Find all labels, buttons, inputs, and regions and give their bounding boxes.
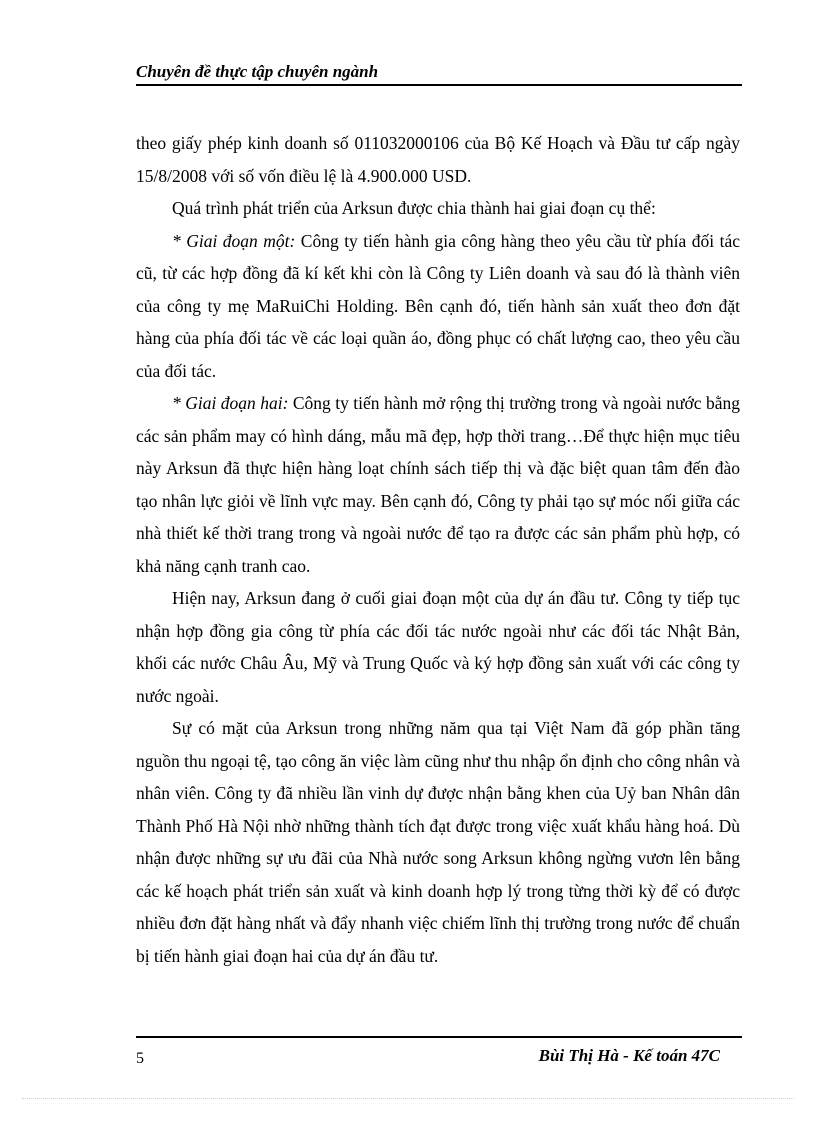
page-header [136,60,742,86]
stage-two-text: Công ty tiến hành mở rộng thị trường trong và ngoài nước bằng các sản phẩm may có hình dáng, mẫu mã đẹp, hợp thời trang…Để thực hiện mục tiêu này Arksun đã thực hiện hàng loạt chính sách tiếp thị và đặc biệt quan tâm đến đào tạo nhân lực giỏi về lĩnh vực may. Bên cạnh đó, Công ty phải tạo sự móc nối giữa các nhà thiết kế thời trang trong và ngoài nước để tạo ra được các sản phẩm phù hợp, có khả năng cạnh tranh cao. [136,393,740,576]
document-body [136,127,740,972]
paragraph-achievements: Sự có mặt của Arksun trong những năm qua tại Việt Nam đã góp phần tăng nguồn thu ngoại tệ, tạo công ăn việc làm cũng như thu nhập ổn định cho công nhân và nhân viên. Công ty đã nhiều lần vinh dự được nhận bằng khen của Uỷ ban Nhân dân Thành Phố Hà Nội nhờ những thành tích đạt được trong việc xuất khẩu hàng hoá. Dù nhận được những sự ưu đãi của Nhà nước song Arksun không ngừng vươn lên bằng các kế hoạch phát triển sản xuất và kinh doanh hợp lý trong từng thời kỳ để có được nhiều đơn đặt hàng nhất và đẩy nhanh việc chiếm lĩnh thị trường trong nước để chuẩn bị tiến hành giai đoạn hai của dự án đầu tư. [136,718,740,966]
paragraph-stage-one [136,225,740,388]
header-divider [136,84,742,86]
paragraph-stage-two [136,387,740,582]
paragraph-current-status: Hiện nay, Arksun đang ở cuối giai đoạn một của dự án đầu tư. Công ty tiếp tục nhận hợp đồng gia công từ phía các đối tác nước ngoài như các đối tác Nhật Bản, khối các nước Châu Âu, Mỹ và Trung Quốc và ký hợp đồng sản xuất với các công ty nước ngoài. [136,588,740,706]
footer-divider [136,1036,742,1038]
page-number: 5 [136,1050,144,1067]
paragraph-license: theo giấy phép kinh doanh số 011032000106 của Bộ Kế Hoạch và Đầu tư cấp ngày 15/8/2008 với số vốn điều lệ là 4.900.000 USD. [136,133,740,186]
paragraph-development-stages: Quá trình phát triển của Arksun được chia thành hai giai đoạn cụ thể: [172,198,656,218]
stage-two-label: * Giai đoạn hai: [172,393,289,413]
header-title: Chuyên đề thực tập chuyên ngành [136,62,379,81]
footer-author: Bùi Thị Hà - Kế toán 47C [538,1046,720,1065]
page-footer [136,1036,742,1076]
stage-one-text: Công ty tiến hành gia công hàng theo yêu cầu từ phía đối tác cũ, từ các hợp đồng đã kí kết khi còn là Công ty Liên doanh và sau đó là thành viên của công ty mẹ MaRuiChi Holding. Bên cạnh đó, tiến hành sản xuất theo đơn đặt hàng của phía đối tác về các loại quần áo, đồng phục có chất lượng cao, theo yêu cầu của đối tác. [136,230,740,381]
stage-one-label: * Giai đoạn một: [172,230,296,251]
page-bottom-border [22,1098,794,1099]
